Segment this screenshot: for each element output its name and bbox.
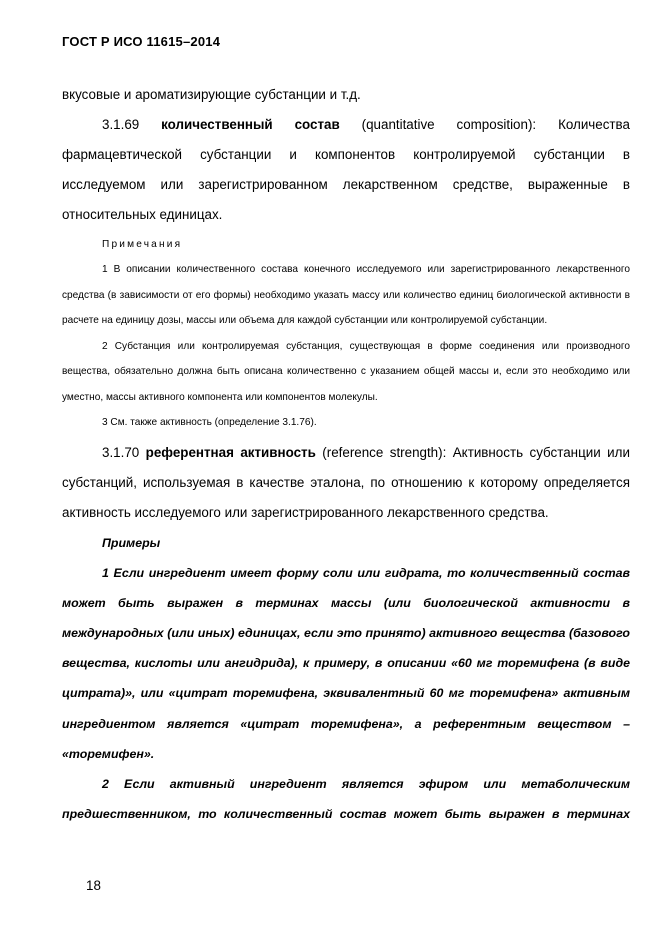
note-item: 2 Субстанция или контролируемая субстанция, существующая в форме соединения или производного вещества, обязательно должна быть описана количественно с указанием общей массы и, если это необходимо или уместно, массы активного компонента или компонентов молекулы.	[62, 340, 630, 403]
definition-english: (quantitative composition):	[361, 117, 537, 132]
examples-heading: Примеры	[102, 535, 161, 550]
definition-3-1-69	[62, 110, 630, 230]
note-item: 1 В описании количественного состава конечного исследуемого или зарегистрированного лекарственного средства (в зависимости от его формы) необходимо указать массу или количество единиц биологической активности в расчете на единицу дозы, массы или объема для каждой субстанции или контролируемой субстанции.	[62, 264, 630, 326]
document-header: ГОСТ Р ИСО 11615–2014	[62, 34, 221, 49]
definition-term: количественный состав	[161, 117, 340, 132]
definition-english: (reference strength):	[322, 444, 447, 460]
example-item: 2 Если активный ингредиент является эфиром или метаболическим предшественником, то количественный состав может быть выражен в терминах	[62, 776, 630, 822]
continuation-text: вкусовые и ароматизирующие субстанции и т.д.	[62, 87, 361, 102]
definition-number: 3.1.69	[102, 117, 140, 132]
notes-heading: Примечания	[102, 239, 183, 250]
definition-term: референтная активность	[145, 444, 316, 460]
example-item: 1 Если ингредиент имеет форму соли или гидрата, то количественный состав может быть выражен в терминах массы (или биологической активности в международных (или иных) единицах, если это принято) активного вещества (базового вещества, кислоты или ангидрида), к примеру, в описании «60 мг торемифена (в виде цитрата)», или «цитрат торемифена, эквивалентный 60 мг торемифена» активным ингредиентом является «цитрат торемифена», а референтным веществом – «торемифен».	[62, 565, 630, 761]
page-body	[62, 80, 630, 829]
definition-text: Количества фармацевтической субстанции и компонентов контролируемой субстанции в исследуемом или зарегистрированном лекарственном средстве, выраженные в относительных единицах.	[62, 117, 630, 222]
definition-text: Активность субстанции или субстанций, используемая в качестве эталона, по отношению к которому определяется активность исследуемого или зарегистрированного лекарственного средства.	[62, 444, 630, 520]
definition-3-1-70	[62, 438, 630, 528]
note-item: 3 См. также активность (определение 3.1.76).	[102, 417, 317, 428]
page-number: 18	[86, 878, 101, 893]
definition-number: 3.1.70	[102, 444, 140, 460]
